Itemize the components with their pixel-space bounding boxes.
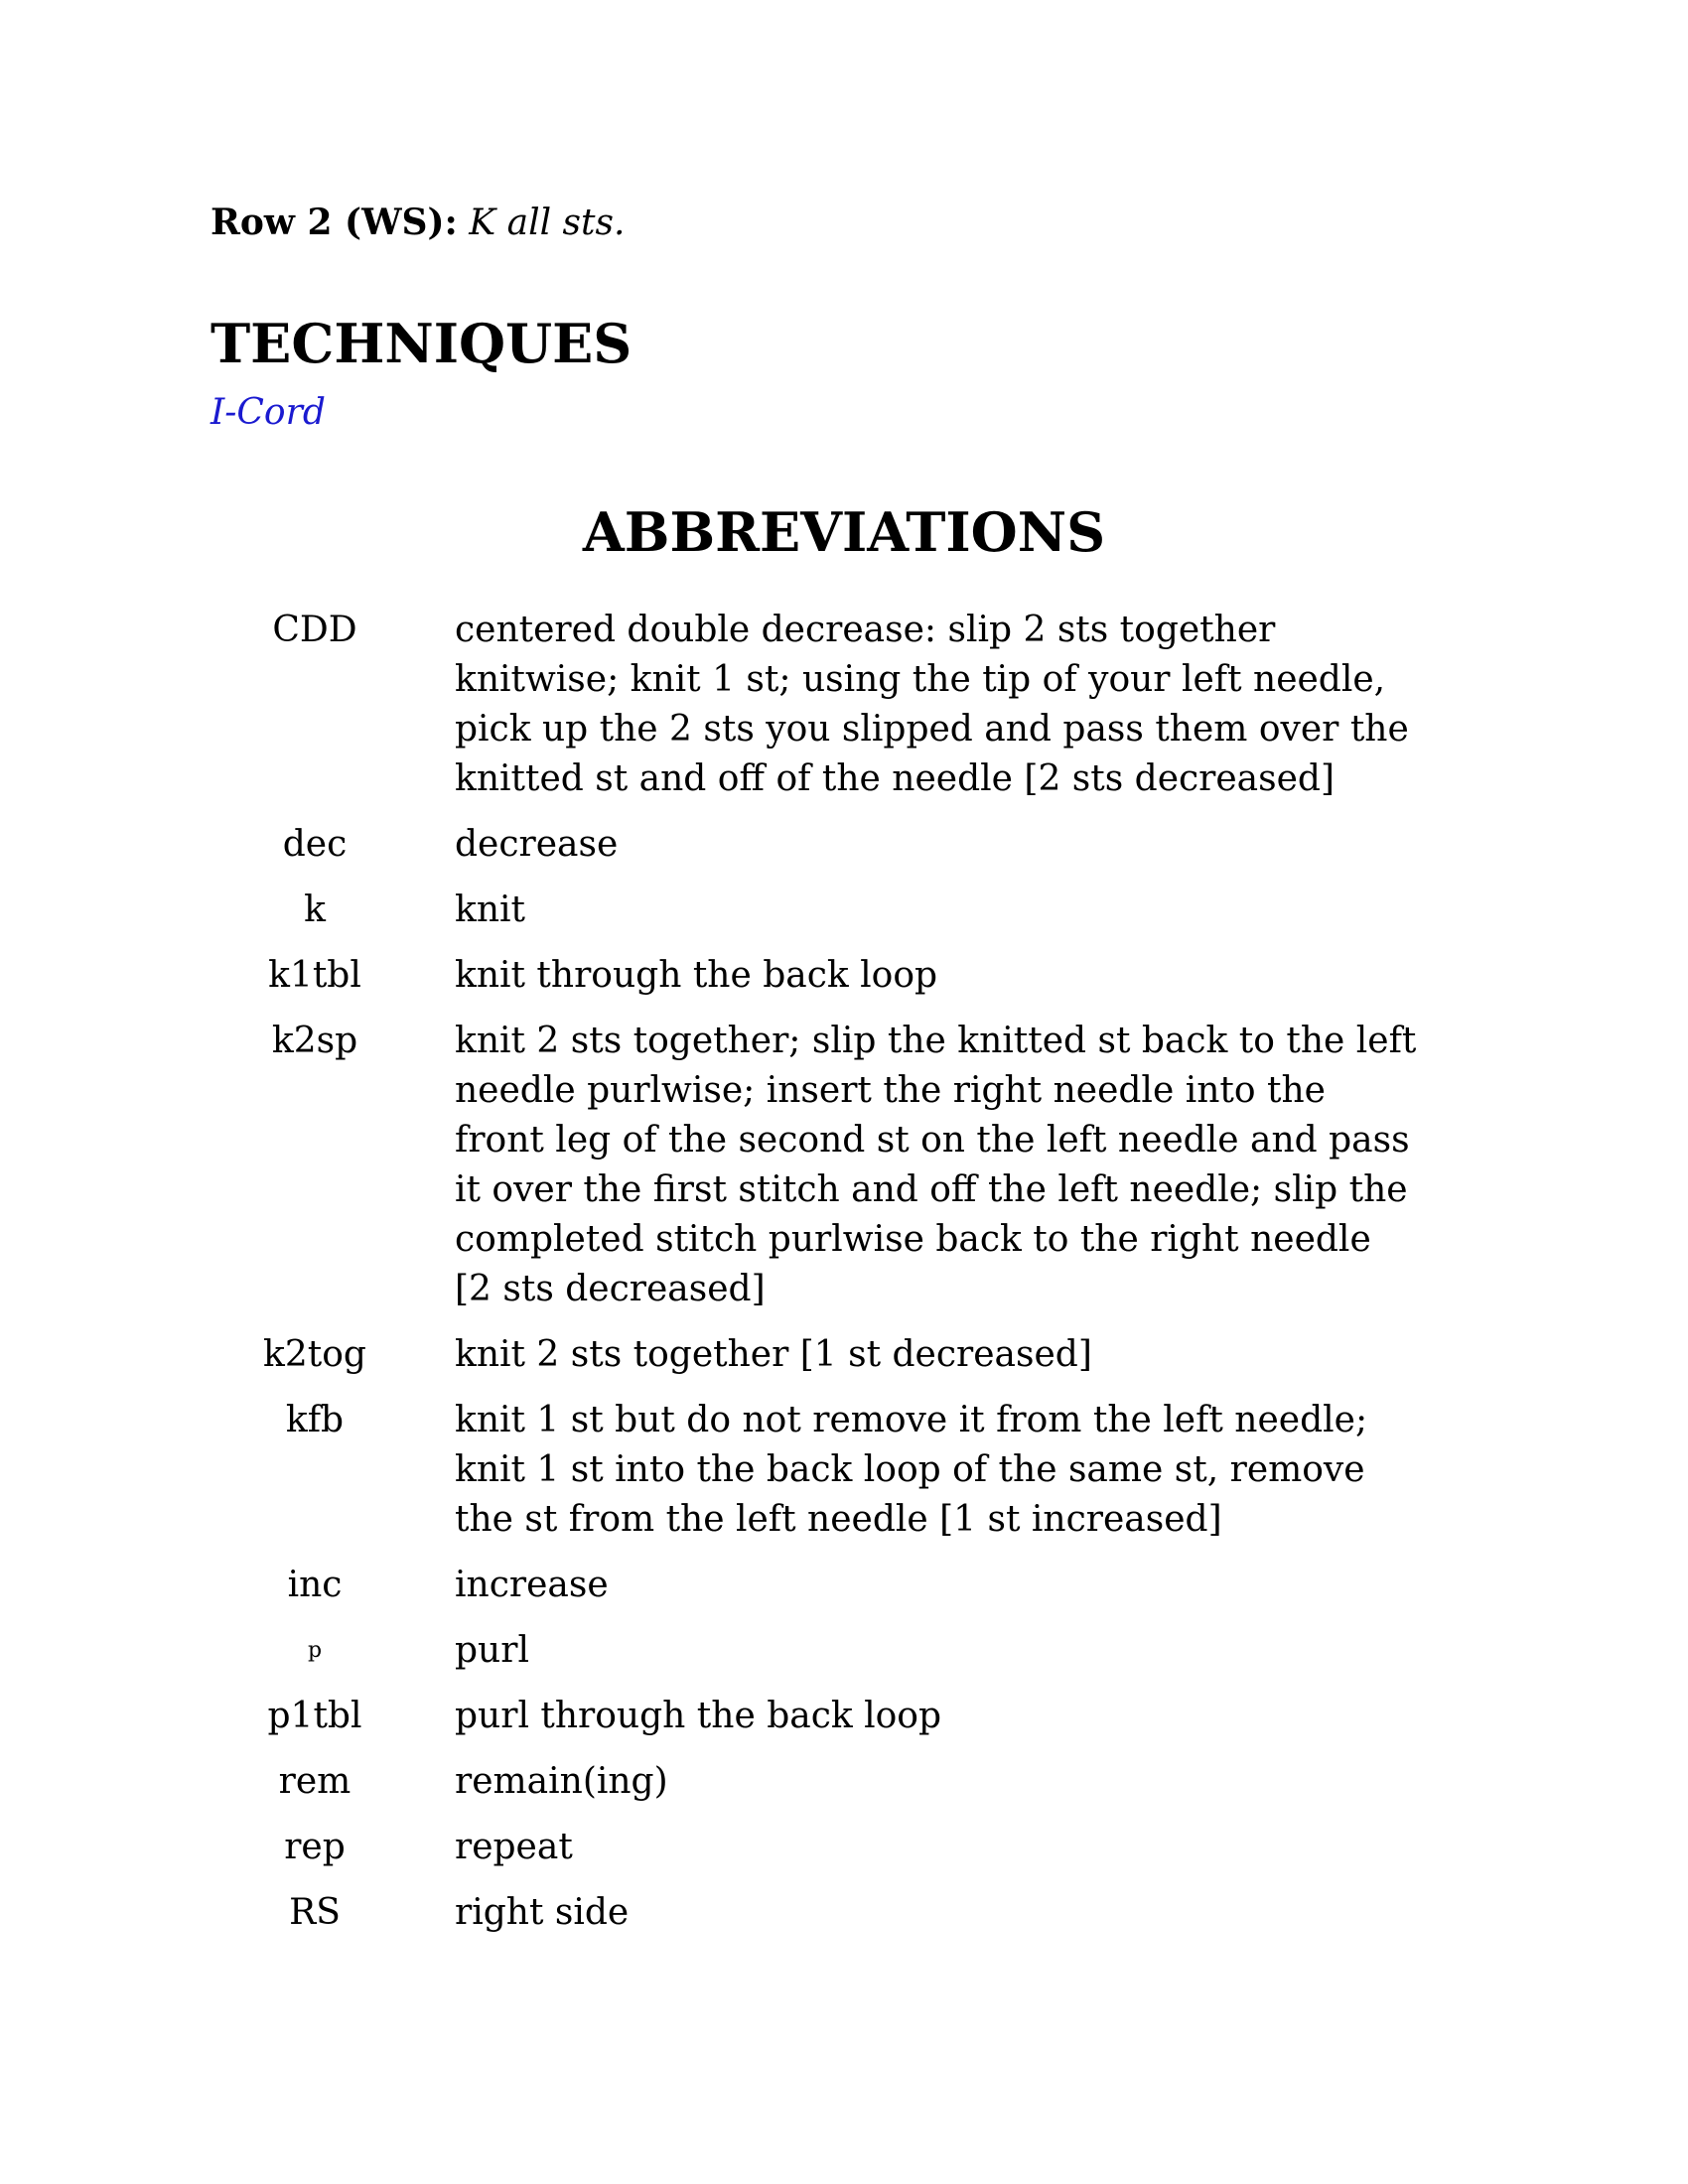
abbr-def-line: knit 2 sts together [1 st decreased]: [455, 1334, 1092, 1375]
abbr-def-line: needle purlwise; insert the right needle into the: [455, 1070, 1326, 1111]
abbr-def-line: knit 1 st into the back loop of the same st, remove: [455, 1449, 1365, 1490]
row-text: K all sts.: [469, 203, 626, 243]
abbr-definition: [439, 1396, 1432, 1545]
abbr-definition: [439, 1626, 1432, 1676]
abbr-definition: [439, 820, 1432, 870]
abbreviations-list: [211, 606, 1501, 1954]
abbr-def-line: purl: [455, 1630, 529, 1671]
abbr-def-line: centered double decrease: slip 2 sts together: [455, 610, 1276, 650]
abbr-def-line: [2 sts decreased]: [455, 1269, 766, 1309]
abbr-term: RS: [289, 1892, 341, 1933]
abbr-definition: [439, 1823, 1432, 1872]
abbr-definition: [439, 886, 1432, 935]
abbr-def-line: right side: [455, 1892, 630, 1933]
row-label: Row 2 (WS):: [211, 202, 458, 243]
abbr-def-line: the st from the left needle [1 st increased]: [455, 1499, 1222, 1540]
abbr-row-rem: [211, 1757, 1501, 1807]
abbr-def-line: increase: [455, 1565, 609, 1605]
abbr-def-line: purl through the back loop: [455, 1696, 942, 1736]
abbr-definition: [439, 1561, 1432, 1610]
abbr-definition: [439, 1330, 1432, 1380]
abbr-term: dec: [282, 824, 348, 865]
abbr-term: kfb: [285, 1400, 345, 1440]
techniques-heading: TECHNIQUES: [211, 312, 633, 375]
abbr-row-cdd: [211, 606, 1501, 804]
abbreviations-heading: ABBREVIATIONS: [582, 500, 1106, 564]
abbr-def-line: knitwise; knit 1 st; using the tip of your left needle,: [455, 659, 1386, 700]
abbr-row-p: [211, 1626, 1501, 1676]
abbr-row-k2sp: [211, 1017, 1501, 1314]
abbr-def-line: completed stitch purlwise back to the right needle: [455, 1219, 1371, 1260]
abbr-term: p1tbl: [267, 1696, 362, 1736]
abbr-def-line: knitted st and off of the needle [2 sts decreased]: [455, 758, 1336, 799]
abbr-def-line: front leg of the second st on the left needle and pass: [455, 1120, 1410, 1160]
abbr-term: k2tog: [263, 1334, 366, 1375]
abbr-def-line: knit through the back loop: [455, 955, 938, 996]
abbr-row-p1tbl: [211, 1692, 1501, 1741]
abbr-row-k: [211, 886, 1501, 935]
abbr-definition: [439, 951, 1432, 1001]
abbr-row-kfb: [211, 1396, 1501, 1545]
abbr-term: k2sp: [271, 1021, 358, 1061]
abbr-def-line: pick up the 2 sts you slipped and pass them over the: [455, 709, 1409, 750]
abbr-def-line: knit: [455, 889, 525, 930]
abbr-definition: [439, 606, 1432, 804]
abbr-row-rep: [211, 1823, 1501, 1872]
abbr-row-inc: [211, 1561, 1501, 1610]
abbr-definition: [439, 1757, 1432, 1807]
abbr-def-line: it over the first stitch and off the left needle; slip the: [455, 1169, 1408, 1210]
abbr-definition: [439, 1017, 1432, 1314]
icord-link[interactable]: I-Cord: [211, 392, 326, 433]
row-instruction: [211, 197, 625, 249]
abbr-term: inc: [287, 1565, 343, 1605]
abbr-row-dec: [211, 820, 1501, 870]
abbr-definition: [439, 1888, 1432, 1938]
abbr-row-k1tbl: [211, 951, 1501, 1001]
abbr-term: rep: [284, 1827, 346, 1867]
abbr-term: CDD: [272, 610, 357, 650]
abbr-def-line: decrease: [455, 824, 619, 865]
abbr-def-line: repeat: [455, 1827, 573, 1867]
abbr-term: k1tbl: [268, 955, 361, 996]
abbr-term: p: [307, 1638, 323, 1663]
abbr-def-line: knit 1 st but do not remove it from the left needle;: [455, 1400, 1368, 1440]
abbr-def-line: knit 2 sts together; slip the knitted st back to the left: [455, 1021, 1417, 1061]
abbr-def-line: remain(ing): [455, 1761, 668, 1802]
abbr-term: k: [304, 889, 326, 930]
abbr-row-rs: [211, 1888, 1501, 1938]
abbr-definition: [439, 1692, 1432, 1741]
abbr-term: rem: [278, 1761, 352, 1802]
abbr-row-k2tog: [211, 1330, 1501, 1380]
